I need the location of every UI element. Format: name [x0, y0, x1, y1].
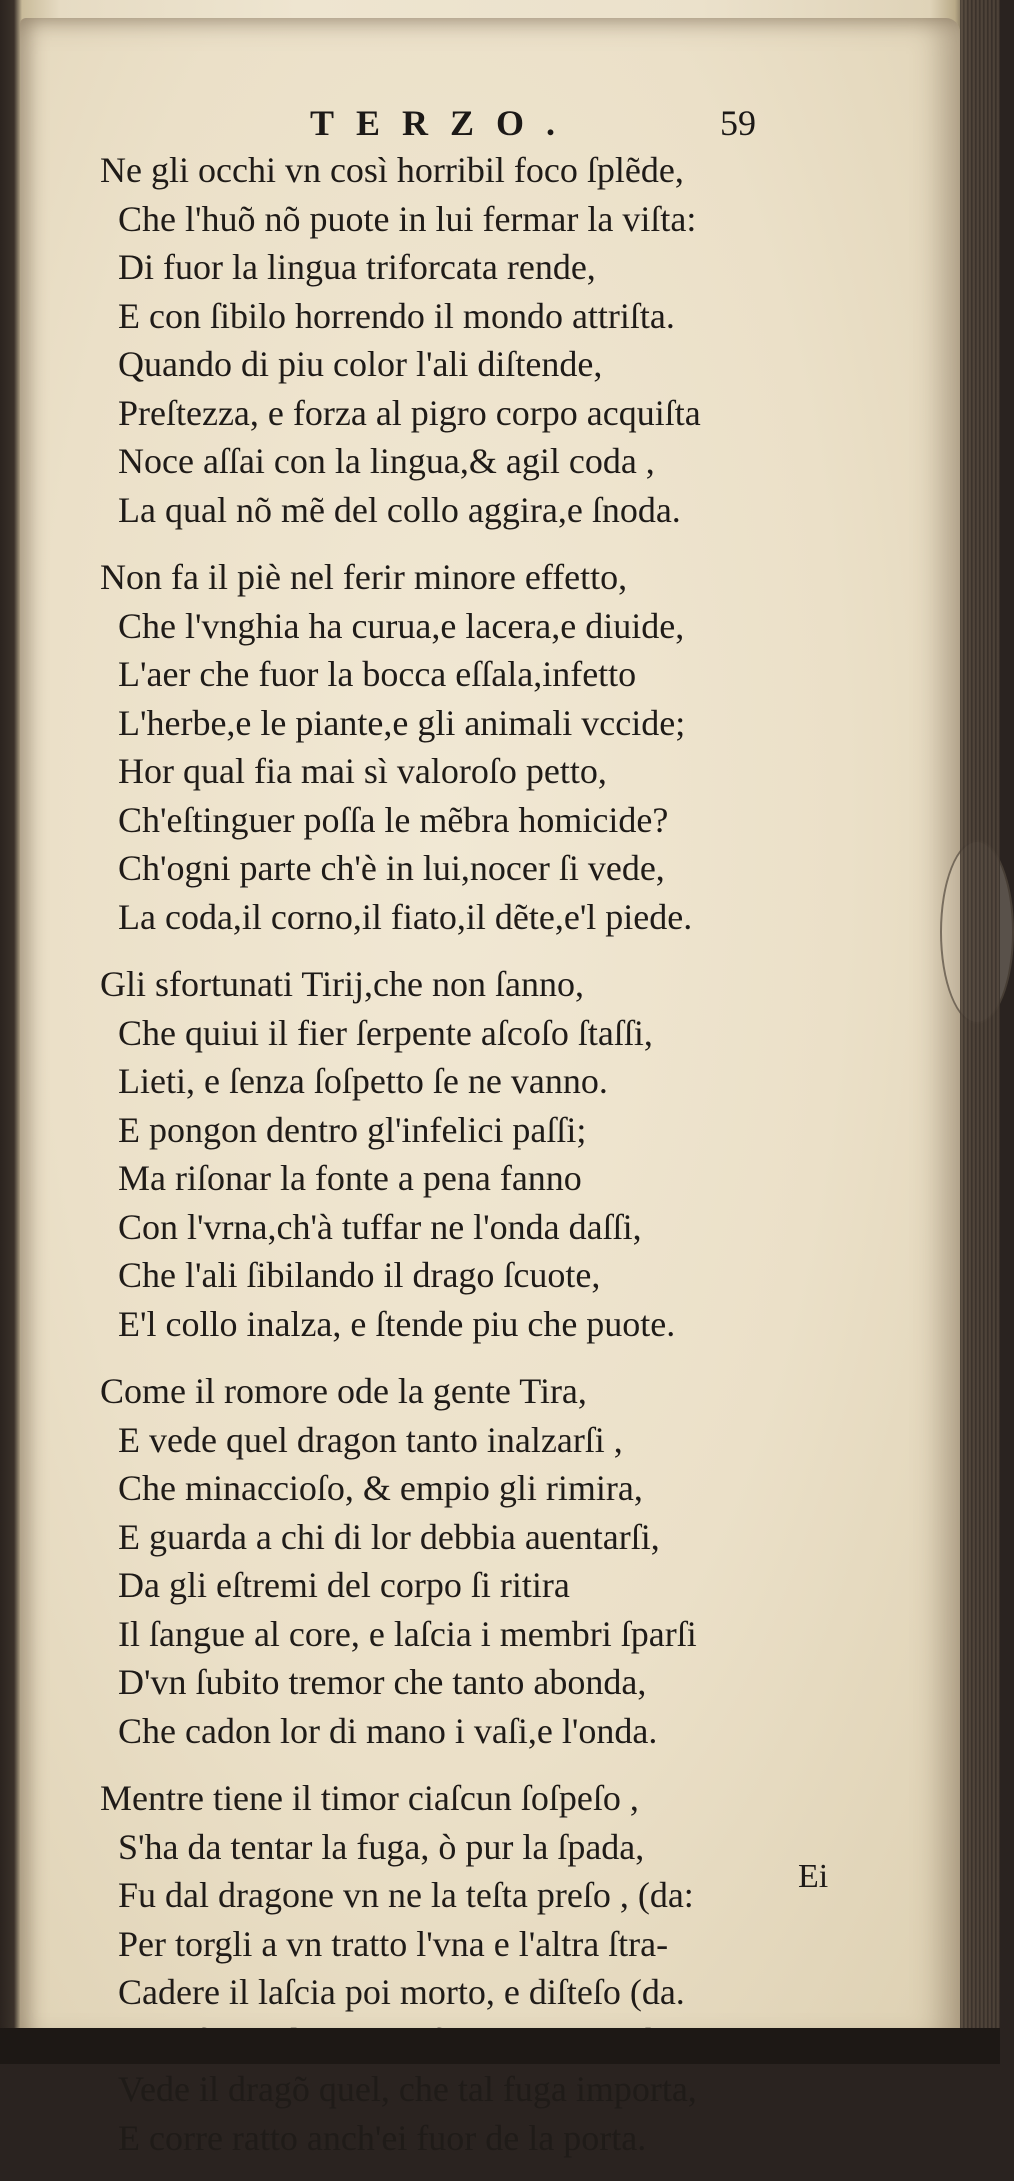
- verse-line: Ch'eſtinguer poſſa le mẽbra homicide?: [118, 799, 669, 840]
- page-header: [20, 102, 960, 148]
- verse-line: Che l'ali ſibilando il drago ſcuote,: [118, 1255, 601, 1295]
- verse-line: L'aer che fuor la bocca eſſala,infetto: [118, 654, 637, 694]
- verse-line: Vede il dragõ quel, che tal fuga importa,: [118, 2069, 697, 2109]
- stanza: [100, 553, 900, 941]
- verse-line: Noce aſſai con la lingua,& agil coda ,: [118, 441, 655, 481]
- verse-line: Mentre tiene il timor ciaſcun ſoſpeſo ,: [100, 1778, 639, 1818]
- verse-line: E pongon dentro gl'infelici paſſi;: [118, 1109, 587, 1150]
- verse-line: Quando di piu color l'ali diſtende,: [118, 344, 603, 384]
- stanza: [100, 146, 900, 534]
- verse-line: E'l collo inalza, e ſtende piu che puote.: [118, 1303, 676, 1344]
- verse-line: Per torgli a vn tratto l'vna e l'altra ſtra-: [118, 1923, 669, 1964]
- verse-line: Ma riſonar la fonte a pena fanno: [118, 1158, 582, 1198]
- verse-line: E guarda a chi di lor debbia auentarſi,: [118, 1516, 660, 1557]
- page: [20, 18, 960, 2158]
- verse-line: Ne gli occhi vn così horribil foco ſplẽde,: [100, 150, 684, 190]
- verse-line: Che minaccioſo, & empio gli rimira,: [118, 1468, 643, 1508]
- verse-line: Gli sfortunati Tirij,che non ſanno,: [100, 964, 584, 1004]
- stanza: [100, 1367, 900, 1755]
- catchword: Ei: [798, 1858, 829, 1895]
- verse-line: E corre ratto anch'ei fuor de la porta.: [118, 2117, 647, 2158]
- page-number: 59: [720, 103, 756, 143]
- verse-line: Da gli eſtremi del corpo ſi ritira: [118, 1565, 570, 1605]
- verse-line: Fu dal dragone vn ne la teſta preſo , (da:: [118, 1875, 694, 1915]
- verse-line: Che quiui il fier ſerpente aſcoſo ſtaſſi,: [118, 1012, 653, 1053]
- stanza: [100, 960, 900, 1348]
- verse-line: Di fuor la lingua triforcata rende,: [118, 247, 596, 287]
- verse-line: Il ſangue al core, e laſcia i membri ſparſi: [118, 1613, 697, 1654]
- verse-line: Che l'huõ nõ puote in lui fermar la viſta:: [118, 198, 697, 239]
- verse-line: Che cadon lor di mano i vaſi,e l'onda.: [118, 1710, 658, 1751]
- verse-line: Non fa il piè nel ferir minore effetto,: [100, 557, 628, 597]
- verse-line: Ch'ogni parte ch'è in lui,nocer ſi vede,: [118, 848, 665, 888]
- verse-line: Preſtezza, e forza al pigro corpo acquiſta: [118, 392, 701, 433]
- verse-line: La coda,il corno,il fiato,il dẽte,e'l piede.: [118, 896, 693, 937]
- stanza: [100, 1774, 900, 2162]
- book-bottom-edge: [0, 2028, 1000, 2064]
- verse-line: L'herbe,e le piante,e gli animali vccide;: [118, 702, 686, 743]
- verse-line: La qual nõ mẽ del collo aggira,e ſnoda.: [118, 489, 681, 530]
- verse-line: Con l'vrna,ch'à tuffar ne l'onda daſſi,: [118, 1206, 642, 1247]
- verse-line: Lieti, e ſenza ſoſpetto ſe ne vanno.: [118, 1061, 608, 1101]
- verse-line: E con ſibilo horrendo il mondo attriſta.: [118, 295, 675, 336]
- running-head: TERZO.: [310, 103, 578, 143]
- verse-line: Cadere il laſcia poi morto, e diſteſo (da.: [118, 1972, 685, 2012]
- verse-line: D'vn ſubito tremor che tanto abonda,: [118, 1662, 647, 1702]
- verse-line: Come il romore ode la gente Tira,: [100, 1371, 587, 1411]
- verse-line: Hor qual fia mai sì valoroſo petto,: [118, 751, 607, 791]
- verse-line: Che l'vnghia ha curua,e lacera,e diuide,: [118, 605, 685, 646]
- verse-line: S'ha da tentar la fuga, ò pur la ſpada,: [118, 1826, 645, 1867]
- poem-text: [100, 146, 900, 2181]
- book-fore-edge: [960, 0, 1000, 2064]
- verse-line: E vede quel dragon tanto inalzarſi ,: [118, 1419, 623, 1460]
